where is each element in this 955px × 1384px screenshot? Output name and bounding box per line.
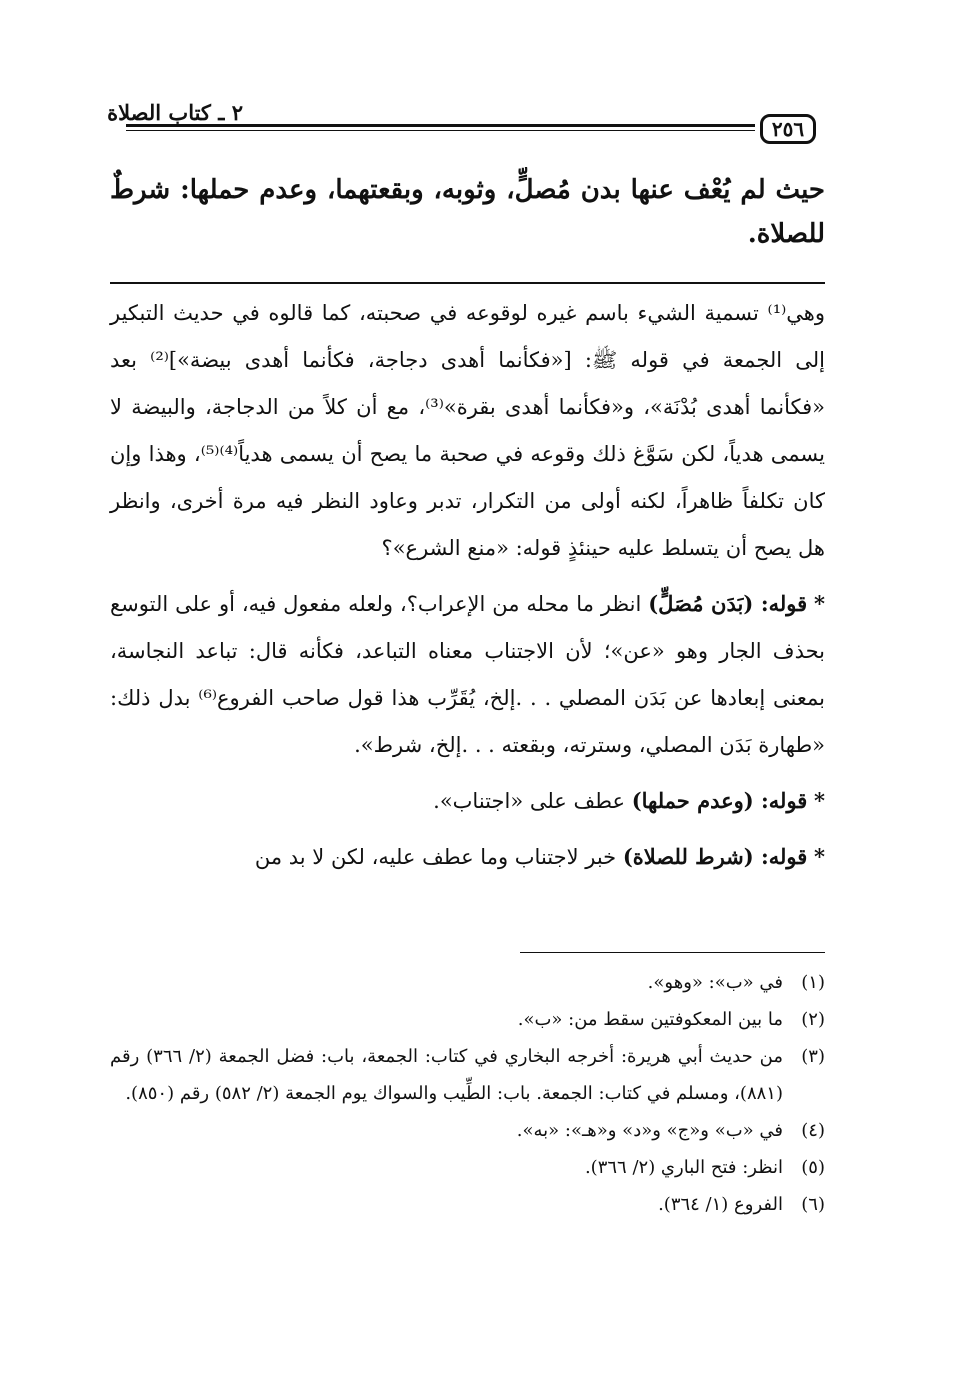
asterisk-marker: * (814, 788, 825, 813)
paragraph-text: عطف على «اجتناب». (433, 789, 632, 813)
footnote-4 (110, 1112, 825, 1149)
matn-divider (110, 282, 825, 284)
commentary-paragraph-4 (110, 833, 825, 881)
footnote-number: (٤) (801, 1120, 825, 1141)
footnote-divider (520, 952, 825, 953)
footnote-number: (٦) (801, 1194, 825, 1215)
paragraph-text: خبر لاجتناب وما عطف عليه، لكن لا بد من (254, 845, 623, 869)
commentary-body (110, 290, 825, 881)
footnote-text: الفروع (١/ ٣٦٤). (658, 1194, 783, 1215)
quote-label: قوله: (وعدم حملها) (631, 788, 808, 813)
commentary-paragraph-2 (110, 580, 825, 769)
asterisk-marker: * (814, 591, 826, 616)
footnote-text: في «ب» و«ج» و«د» و«هـ»: «به». (516, 1120, 783, 1141)
footnote-text: ما بين المعكوفتين سقط من: «ب». (517, 1009, 783, 1030)
paragraph-text: انظر ما محله من الإعراب؟، ولعله مفعول فيه، أو على التوسع بحذف الجار وهو «عن»؛ لأن الاجتناب معناه التباعد، فكأنه قال: تباعد النجاسة، بمعنى إبعادها عن بَدَن المصلي . . .إلخ، يُقَرِّب هذا قول صاحب الفروع⁽⁶⁾ بدل ذلك: «طهارة بَدَن المصلي، وسترته، وبقعته . . .إلخ، شرط». (110, 592, 825, 757)
page-number: ٢٥٦ (760, 114, 816, 144)
footnote-1 (110, 964, 825, 1001)
footnotes (110, 964, 825, 1223)
commentary-paragraph-3 (110, 777, 825, 825)
footnote-number: (٣) (801, 1046, 825, 1067)
quote-label: قوله: (بَدَن مُصَلٍّ) (648, 591, 808, 616)
footnote-text: من حديث أبي هريرة: أخرجه البخاري في كتاب: الجمعة، باب: فضل الجمعة (٢/ ٣٦٦) رقم (٨٨١)، ومسلم في كتاب: الجمعة. باب: الطِّيب والسواك يوم الجمعة (٢/ ٥٨٢) رقم (٨٥٠). (110, 1046, 784, 1104)
footnote-number: (١) (801, 972, 825, 993)
quote-label: قوله: (شرط للصلاة) (622, 844, 808, 869)
footnote-5 (110, 1149, 825, 1186)
footnote-6 (110, 1186, 825, 1223)
footnote-3 (110, 1038, 825, 1112)
asterisk-marker: * (814, 844, 825, 869)
footnote-text: انظر: فتح الباري (٢/ ٣٦٦). (584, 1157, 783, 1178)
running-header-title: ٢ ـ كتاب الصلاة (107, 100, 243, 125)
footnote-text: في «ب»: «وهو». (647, 972, 783, 993)
header-rule (126, 124, 755, 131)
matn-text: حيث لم يُعْف عنها بدن مُصلٍّ، وثوبه، وبقعتهما، وعدم حملها: شرطٌ للصلاة. (110, 175, 825, 249)
footnote-number: (٢) (801, 1009, 825, 1030)
commentary-paragraph-1: وهي⁽¹⁾ تسمية الشيء باسم غيره لوقوعه في صحبته، كما قالوه في حديث التبكير إلى الجمعة في قوله ﷺ: [«فكأنما أهدى دجاجة، فكأنما أهدى بيضة»]⁽²⁾ بعد «فكأنما أهدى بُدْنَة»، و«فكأنما أهدى بقرة»⁽³⁾، مع أن كلاً من الدجاجة، والبيضة لا يسمى هدياً، لكن سَوَّغ ذلك وقوعه في صحبة ما يصح أن يسمى هدياً⁽⁴⁾⁽⁵⁾، وهذا وإن كان تكلفاً ظاهراً، لكنه أولى من التكرار، تدبر وعاود النظر فيه مرة أخرى، وانظر هل يصح أن يتسلط عليه حينئذٍ قوله: «منع الشرع»؟ (110, 301, 825, 560)
footnote-2 (110, 1001, 825, 1038)
footnote-number: (٥) (801, 1157, 825, 1178)
